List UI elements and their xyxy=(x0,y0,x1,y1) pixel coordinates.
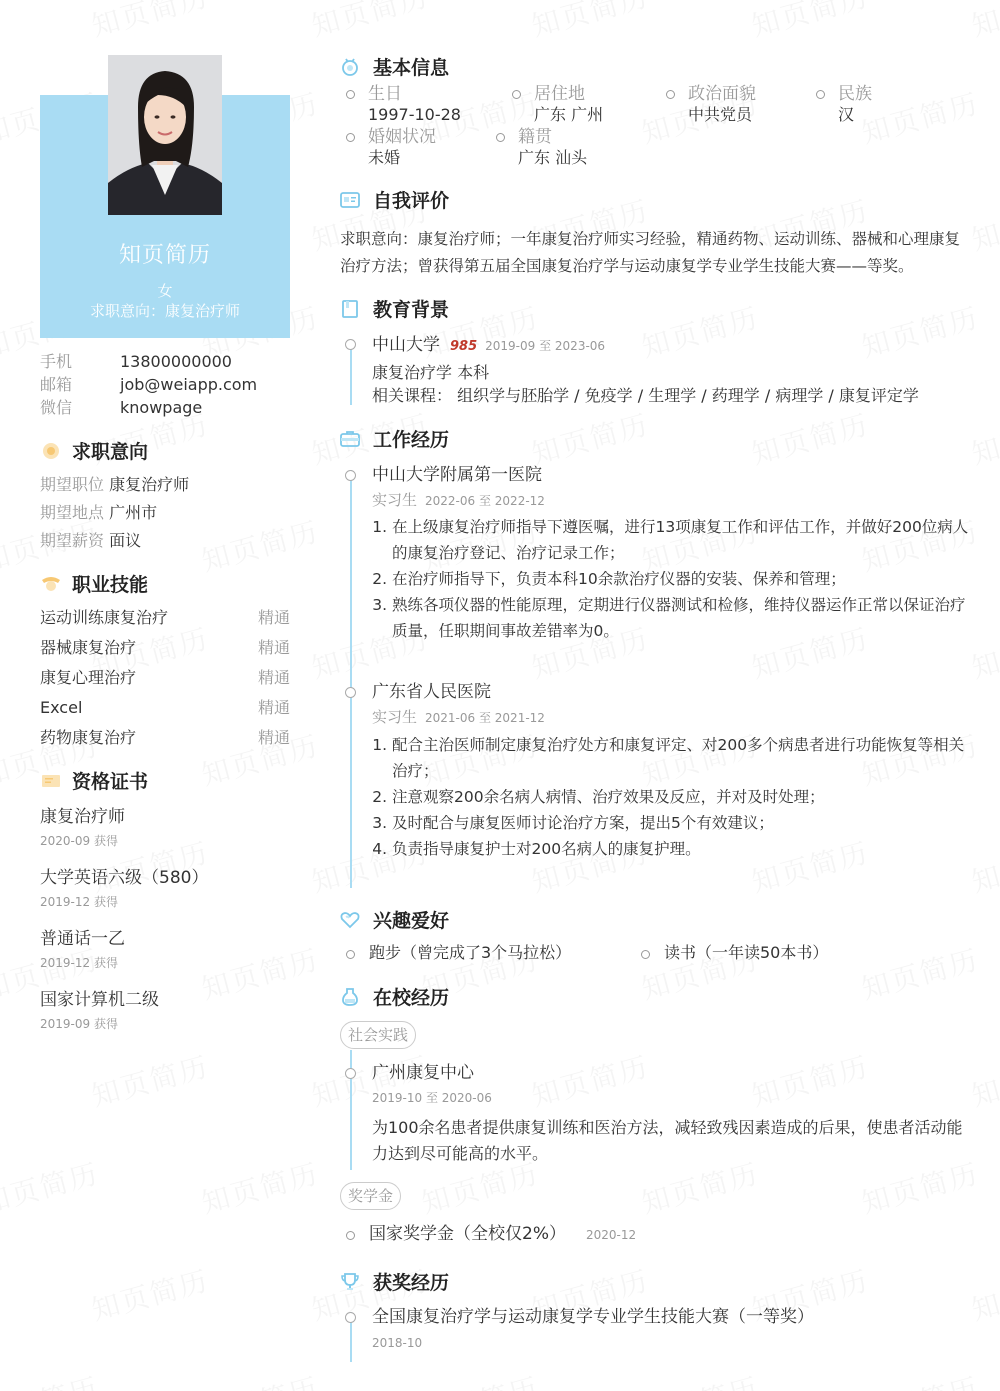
school-name: 中山大学 xyxy=(372,335,440,355)
basic-label: 政治面貌 xyxy=(688,84,756,104)
contact-value: knowpage xyxy=(120,398,203,417)
section-work-title xyxy=(340,425,449,452)
intent-row xyxy=(40,501,290,529)
intent-value: 康复治疗师 xyxy=(109,475,190,494)
duty-item: 4. 负责指导康复护士对200名病人的康复护理。 xyxy=(392,836,972,862)
contact-value: 13800000000 xyxy=(120,352,232,371)
intent-label: 期望职位 xyxy=(40,475,105,494)
skill-row xyxy=(40,605,290,635)
duty-item: 1. 在上级康复治疗师指导下遵医嘱，进行13项康复工作和评估工作，并做好200位病人的康复治疗登记、治疗记录工作； xyxy=(392,514,972,566)
scholarship-date: 2020-12 xyxy=(585,1228,637,1242)
skill-name: 药物康复治疗 xyxy=(40,728,137,747)
hobby-text: 跑步（曾完成了3个马拉松） xyxy=(369,943,572,962)
certificate-date: 2020-09 获得 xyxy=(40,834,118,848)
section-label: 资格证书 xyxy=(72,771,149,793)
tag-scholarship: 奖学金 xyxy=(340,1182,401,1210)
certificate-name: 康复治疗师 xyxy=(40,807,125,827)
work-duties xyxy=(372,514,972,644)
section-label: 兴趣爱好 xyxy=(373,910,450,932)
flask-icon xyxy=(340,987,360,1007)
duty-item: 1. 配合主治医师制定康复治疗处方和康复评定、对200多个病患者进行功能恢复等相关治疗； xyxy=(392,732,972,784)
certificate-date: 2019-12 获得 xyxy=(40,895,118,909)
timeline-dot xyxy=(345,1312,356,1323)
section-label: 求职意向 xyxy=(72,441,149,463)
self-eval-text: 求职意向：康复治疗师；一年康复治疗师实习经验，精通药物、运动训练、器械和心理康复治疗方法；曾获得第五届全国康复治疗学与运动康复学专业学生技能大赛——等奖。 xyxy=(340,230,961,275)
contact-email xyxy=(40,373,290,396)
skill-row xyxy=(40,635,290,665)
certificate-name: 普通话一乙 xyxy=(40,929,125,949)
bullet-icon xyxy=(816,90,825,99)
work-meta xyxy=(372,490,545,511)
candidate-name: 知页简历 xyxy=(118,243,211,268)
skill-row xyxy=(40,665,290,695)
section-label: 工作经历 xyxy=(373,429,450,451)
work-role: 实习生 xyxy=(372,708,418,726)
contact-label: 邮箱 xyxy=(40,375,73,394)
basic-label: 生日 xyxy=(368,84,402,104)
tag-social-practice: 社会实践 xyxy=(340,1021,416,1049)
duty-item: 2. 在治疗师指导下，负责本科10余款治疗仪器的安装、保养和管理； xyxy=(392,566,972,592)
skill-name: 康复心理治疗 xyxy=(40,668,137,687)
book-icon xyxy=(340,299,360,319)
work-org: 广东省人民医院 xyxy=(372,682,491,702)
basic-label: 婚姻状况 xyxy=(368,127,436,147)
skill-row xyxy=(40,695,290,725)
contact-label: 微信 xyxy=(40,398,73,417)
timeline-dot xyxy=(345,470,356,481)
basic-value: 汉 xyxy=(838,105,855,124)
bullet-icon xyxy=(641,950,650,959)
timeline-line xyxy=(350,470,352,888)
skill-level: 精通 xyxy=(257,698,290,717)
work-role: 实习生 xyxy=(372,491,418,509)
scholarship-name: 国家奖学金（全校仅2%） xyxy=(369,1224,566,1244)
certificate-list xyxy=(40,805,290,1049)
medal-icon xyxy=(40,573,62,595)
intent-value: 面议 xyxy=(109,531,142,550)
bullet-icon xyxy=(496,133,505,142)
skills-list xyxy=(40,605,290,755)
certificate-item xyxy=(40,866,290,927)
badge-985: 985 xyxy=(450,339,478,354)
work-meta xyxy=(372,707,545,728)
certificate-icon xyxy=(40,770,62,792)
certificate-date: 2019-12 获得 xyxy=(40,956,118,970)
basic-value: 1997-10-28 xyxy=(368,105,461,124)
section-campus-title xyxy=(340,983,449,1010)
contact-label: 手机 xyxy=(40,352,73,371)
duty-item: 3. 及时配合与康复医师讨论治疗方案，提出5个有效建议； xyxy=(392,810,972,836)
briefcase-icon xyxy=(340,429,360,449)
bullet-icon xyxy=(346,90,355,99)
section-label: 基本信息 xyxy=(373,57,450,79)
section-label: 职业技能 xyxy=(72,574,149,596)
basic-value: 广东 广州 xyxy=(534,105,604,124)
award-name: 全国康复治疗学与运动康复学专业学生技能大赛（一等奖） xyxy=(372,1307,814,1327)
section-self-eval-title xyxy=(340,186,449,213)
hobby-item xyxy=(641,942,828,964)
contact-wechat xyxy=(40,396,290,419)
skill-level: 精通 xyxy=(257,608,290,627)
basic-label: 籍贯 xyxy=(518,127,552,147)
education-dates: 2019-09 至 2023-06 xyxy=(485,339,606,353)
scholarship-item xyxy=(346,1223,636,1246)
practice-org: 广州康复中心 xyxy=(372,1063,474,1083)
candidate-intent: 求职意向：康复治疗师 xyxy=(89,302,240,320)
section-basic-info-title xyxy=(340,53,449,80)
section-education-title xyxy=(340,295,449,322)
timeline-dot xyxy=(345,1068,356,1079)
skill-name: Excel xyxy=(40,698,83,717)
section-awards-title xyxy=(340,1268,449,1295)
bullet-icon xyxy=(666,90,675,99)
section-label: 在校经历 xyxy=(373,987,450,1009)
bullet-icon xyxy=(346,950,355,959)
certificate-name: 大学英语六级（580） xyxy=(40,868,209,888)
practice-desc: 为100余名患者提供康复训练和医治方法，减轻致残因素造成的后果，使患者活动能力达到尽可能高的水平。 xyxy=(372,1118,963,1163)
intent-label: 期望地点 xyxy=(40,503,105,522)
badge-icon xyxy=(340,57,360,77)
basic-label: 民族 xyxy=(838,84,872,104)
section-label: 教育背景 xyxy=(373,299,450,321)
trophy-icon xyxy=(340,1272,360,1292)
skill-row xyxy=(40,725,290,755)
education-major: 康复治疗学 本科 xyxy=(372,363,490,382)
contact-phone xyxy=(40,350,290,373)
education-courses: 相关课程： 组织学与胚胎学 / 免疫学 / 生理学 / 药理学 / 病理学 / 康复评定学 xyxy=(372,386,919,405)
hobby-item xyxy=(346,942,571,964)
intent-value: 广州市 xyxy=(109,503,158,522)
duty-item: 3. 熟练各项仪器的性能原理，定期进行仪器测试和检修，维持仪器运作正常以保证治疗质量，任职期间事故差错率为0。 xyxy=(392,592,972,644)
section-skills-title xyxy=(40,570,148,597)
award-date: 2018-10 xyxy=(372,1336,423,1350)
sun-icon xyxy=(40,440,62,462)
certificate-date: 2019-09 获得 xyxy=(40,1017,118,1031)
basic-value: 中共党员 xyxy=(688,105,753,124)
timeline-dot xyxy=(345,339,356,350)
work-dates: 2022-06 至 2022-12 xyxy=(425,494,545,508)
certificate-item xyxy=(40,805,290,866)
skill-name: 运动训练康复治疗 xyxy=(40,608,169,627)
skill-level: 精通 xyxy=(257,668,290,687)
contact-value: job@weiapp.com xyxy=(120,375,258,394)
section-job-intent-title xyxy=(40,437,148,464)
practice-dates: 2019-10 至 2020-06 xyxy=(372,1091,492,1105)
duty-item: 2. 注意观察200余名病人病情、治疗效果及反应，并对及时处理； xyxy=(392,784,972,810)
section-label: 获奖经历 xyxy=(373,1272,450,1294)
section-certificates-title xyxy=(40,767,148,794)
section-hobbies-title xyxy=(340,906,449,933)
certificate-item xyxy=(40,988,290,1049)
basic-value: 广东 汕头 xyxy=(518,148,588,167)
intent-row xyxy=(40,529,290,557)
bullet-icon xyxy=(512,90,521,99)
timeline-dot xyxy=(345,687,356,698)
bullet-icon xyxy=(346,133,355,142)
skill-level: 精通 xyxy=(257,728,290,747)
basic-value: 未婚 xyxy=(368,148,401,167)
heart-icon xyxy=(340,910,360,930)
basic-label: 居住地 xyxy=(534,84,585,104)
skill-name: 器械康复治疗 xyxy=(40,638,137,657)
certificate-name: 国家计算机二级 xyxy=(40,990,159,1010)
intent-row xyxy=(40,473,290,501)
section-label: 自我评价 xyxy=(373,190,450,212)
hobby-text: 读书（一年读50本书） xyxy=(664,943,829,962)
work-duties xyxy=(372,732,972,862)
work-org: 中山大学附属第一医院 xyxy=(372,465,542,485)
certificate-item xyxy=(40,927,290,988)
work-dates: 2021-06 至 2021-12 xyxy=(425,711,545,725)
candidate-gender: 女 xyxy=(157,282,173,300)
intent-label: 期望薪资 xyxy=(40,531,105,550)
bullet-icon xyxy=(346,1231,355,1240)
education-school xyxy=(372,333,605,359)
contact-list xyxy=(40,350,290,419)
job-intent-list xyxy=(40,473,290,557)
id-card-icon xyxy=(340,190,360,210)
skill-level: 精通 xyxy=(257,638,290,657)
profile-photo xyxy=(108,55,222,215)
